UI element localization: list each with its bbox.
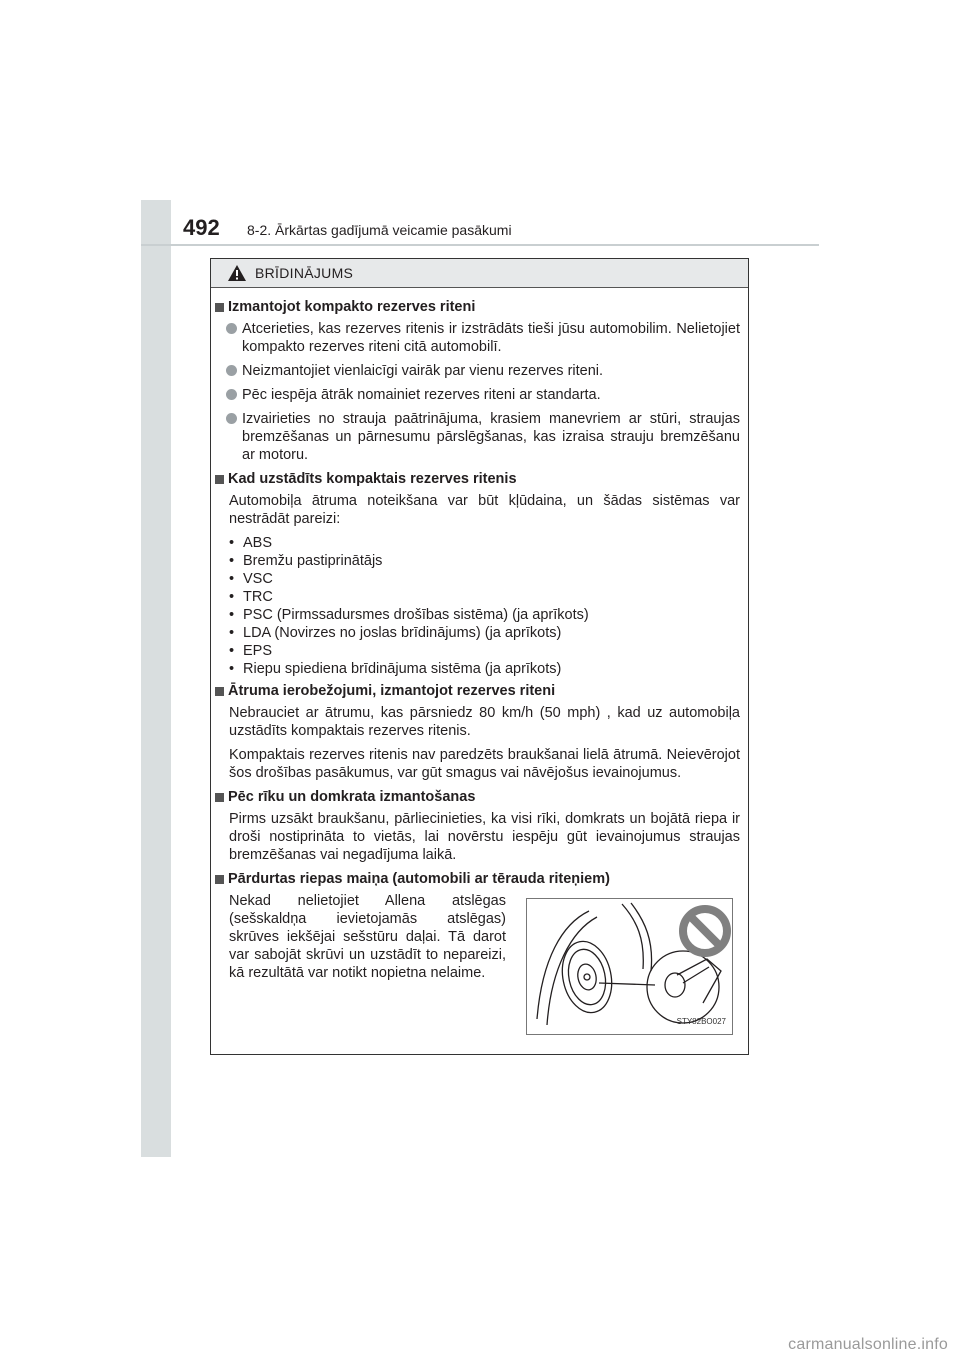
round-bullet-icon	[226, 389, 237, 400]
page-number: 492	[183, 215, 220, 240]
watermark-text: carmanualsonline.info	[788, 1336, 948, 1353]
paragraph: Nekad nelietojiet Allena atslēgas (sešskaldņa ievietojamās atslēgas) skrūves iekšējai sešstūru daļai. Tā darot var sabojāt skrūvi un uzstādīt to nepareizi, kā rezultātā var notikt nopietna nelaime.	[229, 893, 506, 981]
bullet-item: Neizmantojiet vienlaicīgi vairāk par vienu rezerves riteni.	[211, 362, 748, 380]
prohibition-icon	[683, 909, 727, 953]
header-divider	[141, 244, 819, 246]
side-tab-band	[141, 200, 171, 1157]
round-bullet-icon	[226, 413, 237, 424]
square-bullet-icon	[215, 475, 224, 484]
paragraph: Pirms uzsākt braukšanu, pārliecinieties, ka visi rīki, domkrats un bojātā riepa ir droši nostiprināta to vietās, lai novērstu iespēju gūt ievainojumus straujas bremzēšanas vai negadījuma laikā.	[229, 811, 740, 863]
chapter-title: 8-2. Ārkārtas gadījumā veicamie pasākumi	[247, 222, 512, 238]
final-section-body	[211, 892, 748, 1042]
list-item: • LDA (Novirzes no joslas brīdinājums) (ja aprīkots)	[229, 624, 748, 642]
square-bullet-icon	[215, 875, 224, 884]
bullet-item: Pēc iespēja ātrāk nomainiet rezerves riteni ar standarta.	[211, 386, 748, 404]
section-heading: Izmantojot kompakto rezerves riteni	[211, 298, 748, 316]
warning-box	[210, 258, 749, 1055]
figure-code: STY82BO027	[676, 1017, 726, 1026]
paragraph: Kompaktais rezerves ritenis nav paredzēts braukšanai lielā ātrumā. Neievērojot šos drošības pasākumus, var gūt smagus vai nāvējošus ievainojumus.	[229, 747, 740, 781]
section-heading: Ātruma ierobežojumi, izmantojot rezerves riteni	[211, 682, 748, 700]
list-item: • EPS	[229, 642, 748, 660]
paragraph: Nebrauciet ar ātrumu, kas pārsniedz 80 km/h (50 mph) , kad uz automobiļa uzstādīts kompaktais rezerves ritenis.	[229, 705, 740, 739]
square-bullet-icon	[215, 303, 224, 312]
list-item: • Riepu spiediena brīdinājuma sistēma (ja aprīkots)	[229, 660, 748, 678]
wheel-illustration	[526, 898, 733, 1035]
section-heading: Pēc rīku un domkrata izmantošanas	[211, 788, 748, 806]
list-item: • VSC	[229, 570, 748, 588]
square-bullet-icon	[215, 793, 224, 802]
warning-header	[211, 259, 748, 288]
bullet-item: Atcerieties, kas rezerves ritenis ir izstrādāts tieši jūsu automobilim. Nelietojiet kompakto rezerves riteni citā automobilī.	[211, 320, 748, 356]
warning-content	[211, 295, 748, 1042]
list-item: • TRC	[229, 588, 748, 606]
bullet-item: Izvairieties no strauja paātrinājuma, krasiem manevriem ar stūri, straujas bremzēšanas un pārnesumu pārslēgšanas, kas izraisa strauju bremzēšanu ar motoru.	[211, 410, 748, 464]
list-item: • Bremžu pastiprinātājs	[229, 552, 748, 570]
round-bullet-icon	[226, 323, 237, 334]
section-heading: Pārdurtas riepas maiņa (automobili ar tērauda riteņiem)	[211, 870, 748, 888]
warning-label: BRĪDINĀJUMS	[255, 265, 354, 281]
list-item: • ABS	[229, 534, 748, 552]
list-item: • PSC (Pirmssadursmes drošības sistēma) (ja aprīkots)	[229, 606, 748, 624]
square-bullet-icon	[215, 687, 224, 696]
round-bullet-icon	[226, 365, 237, 376]
system-list	[211, 534, 748, 678]
warning-triangle-icon	[227, 264, 247, 282]
paragraph: Automobiļa ātruma noteikšana var būt kļūdaina, un šādas sistēmas var nestrādāt pareizi:	[229, 493, 740, 527]
section-heading: Kad uzstādīts kompaktais rezerves ritenis	[211, 470, 748, 488]
